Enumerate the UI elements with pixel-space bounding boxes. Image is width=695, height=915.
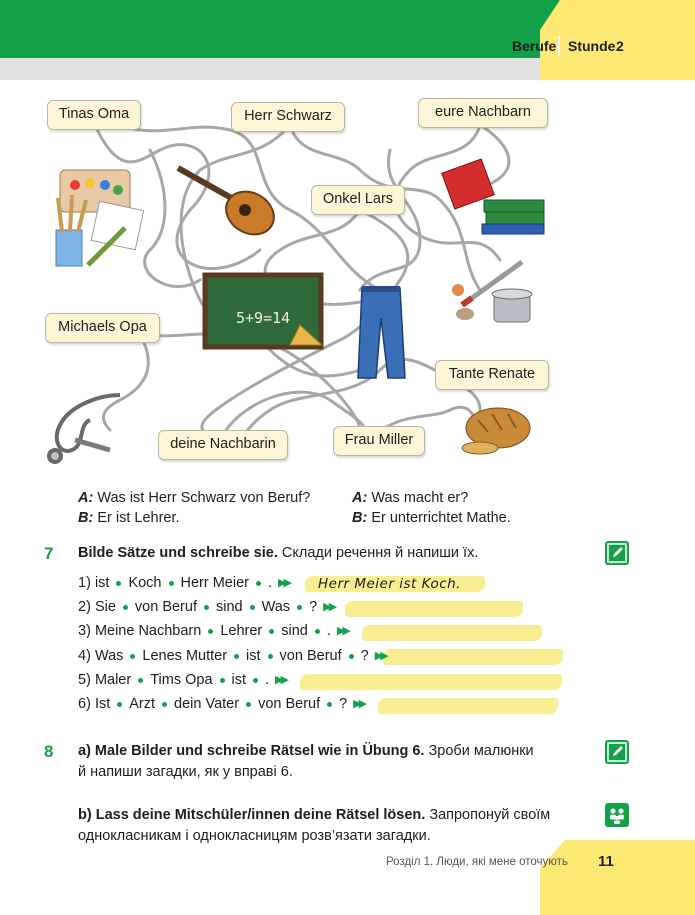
cooking-pot-icon <box>452 262 532 322</box>
task-uk: Склади речення й напиши їх. <box>281 545 479 561</box>
task-de: Bilde Sätze und schreibe sie. <box>78 545 278 561</box>
answer-line <box>300 674 562 690</box>
row-number: 4) <box>78 648 91 664</box>
pencil-icon <box>605 740 629 764</box>
answer-line <box>383 649 563 665</box>
word: . <box>265 672 270 688</box>
word: Meine Nachbarn <box>94 623 202 639</box>
answer-line <box>378 698 558 714</box>
exercise-8b-task <box>78 805 573 847</box>
word: sind <box>281 623 308 639</box>
word: Tims Opa <box>150 672 213 688</box>
row-number: 3) <box>78 623 91 639</box>
speaker-b-label: B: <box>78 510 94 526</box>
dialogue-question: Was macht er? <box>371 490 469 506</box>
sentence-row <box>78 693 370 715</box>
task-uk-cont: однокласникам і однокласницям розв’язати загадки. <box>78 828 431 844</box>
arrow-icon: ▶▶ <box>275 674 286 686</box>
word: ist <box>246 648 261 664</box>
task-de: b) Lass deine Mitschüler/innen deine Rätsel lösen. <box>78 807 426 823</box>
word: . <box>267 575 273 591</box>
jeans-icon <box>358 286 405 378</box>
footer-chapter: Розділ 1. Люди, які мене оточують <box>386 856 568 868</box>
label-herr-schwarz: Herr Schwarz <box>231 102 345 132</box>
exercise-8-number: 8 <box>44 742 54 761</box>
sentence-row <box>78 596 340 618</box>
header-lesson-number: 2 <box>616 38 624 54</box>
word: ? <box>339 696 348 712</box>
example-answer: Herr Meier ist Koch. <box>318 576 461 592</box>
row-number: 2) <box>78 599 91 615</box>
word: sind <box>215 599 243 615</box>
arrow-icon: ▶▶ <box>278 577 289 589</box>
maze-puzzle <box>0 85 695 485</box>
label-eure-nachbarn: eure Nachbarn <box>418 98 548 128</box>
svg-text:5+9=14: 5+9=14 <box>236 309 291 327</box>
label-frau-miller: Frau Miller <box>333 426 425 456</box>
label-deine-nachbarin: deine Nachbarin <box>158 430 288 460</box>
word: Was <box>94 648 124 664</box>
speaker-a-label: A: <box>78 490 94 506</box>
sentence-row <box>78 669 292 691</box>
label-michaels-opa: Michaels Opa <box>45 313 160 343</box>
answer-line <box>362 625 542 641</box>
group-work-icon <box>605 803 629 827</box>
word: Koch <box>128 575 162 591</box>
word: Was <box>261 599 291 615</box>
exercise-7-task <box>78 543 478 564</box>
label-onkel-lars: Onkel Lars <box>311 185 405 215</box>
word: von Beruf <box>134 599 197 615</box>
word: Sie <box>94 599 116 615</box>
word: von Beruf <box>258 696 321 712</box>
header-divider <box>558 36 560 56</box>
word: Lehrer <box>220 623 263 639</box>
row-number: 5) <box>78 672 91 688</box>
word: ? <box>309 599 318 615</box>
task-uk-cont: й напиши загадки, як у вправі 6. <box>78 764 293 780</box>
speaker-a-label: A: <box>352 490 368 506</box>
word: Herr Meier <box>180 575 249 591</box>
word: Lenes Mutter <box>142 648 228 664</box>
pencil-icon <box>605 541 629 565</box>
label-tante-renate: Tante Renate <box>435 360 549 390</box>
speaker-b-label: B: <box>352 510 368 526</box>
task-uk: Зроби малюнки <box>428 743 534 759</box>
header-gray-stripe <box>0 58 600 80</box>
paint-palette-icon <box>56 170 144 266</box>
word: . <box>326 623 331 639</box>
page-number: 11 <box>598 853 614 870</box>
label-tinas-oma: Tinas Oma <box>47 100 141 130</box>
word: ist <box>231 672 247 688</box>
row-number: 6) <box>78 696 91 712</box>
header-topic: Berufe <box>512 38 557 54</box>
task-de: a) Male Bilder und schreibe Rätsel wie in Übung 6. <box>78 743 425 759</box>
footer-yellow-corner <box>540 840 695 915</box>
arrow-icon: ▶▶ <box>323 601 335 613</box>
word: Arzt <box>129 696 156 712</box>
maze-lines <box>0 85 695 485</box>
exercise-8a-task <box>78 741 573 783</box>
dialogue-question: Was ist Herr Schwarz von Beruf? <box>97 490 311 506</box>
exercise-7-number: 7 <box>44 544 54 563</box>
task-uk: Запропонуй своїм <box>429 807 551 823</box>
answer-line <box>345 601 523 617</box>
word: von Beruf <box>279 648 342 664</box>
sentence-row <box>78 645 392 667</box>
word: Maler <box>94 672 132 688</box>
word: dein Vater <box>174 696 240 712</box>
dialogue-answer: Er ist Lehrer. <box>97 510 180 526</box>
word: ? <box>360 648 369 664</box>
header-lesson-label: Stunde <box>568 38 616 54</box>
word: ist <box>94 575 110 591</box>
row-number: 1) <box>78 575 91 591</box>
word: Ist <box>94 696 111 712</box>
chalkboard-icon <box>205 275 322 347</box>
dialogue-answer: Er unterrichtet Mathe. <box>371 510 511 526</box>
sentence-row <box>78 620 354 642</box>
arrow-icon: ▶▶ <box>353 698 365 710</box>
dialogue-left <box>78 488 310 528</box>
dialogue-right <box>352 488 511 528</box>
arrow-icon: ▶▶ <box>336 625 348 637</box>
sentence-row <box>78 572 295 594</box>
arrow-icon: ▶▶ <box>374 650 386 662</box>
